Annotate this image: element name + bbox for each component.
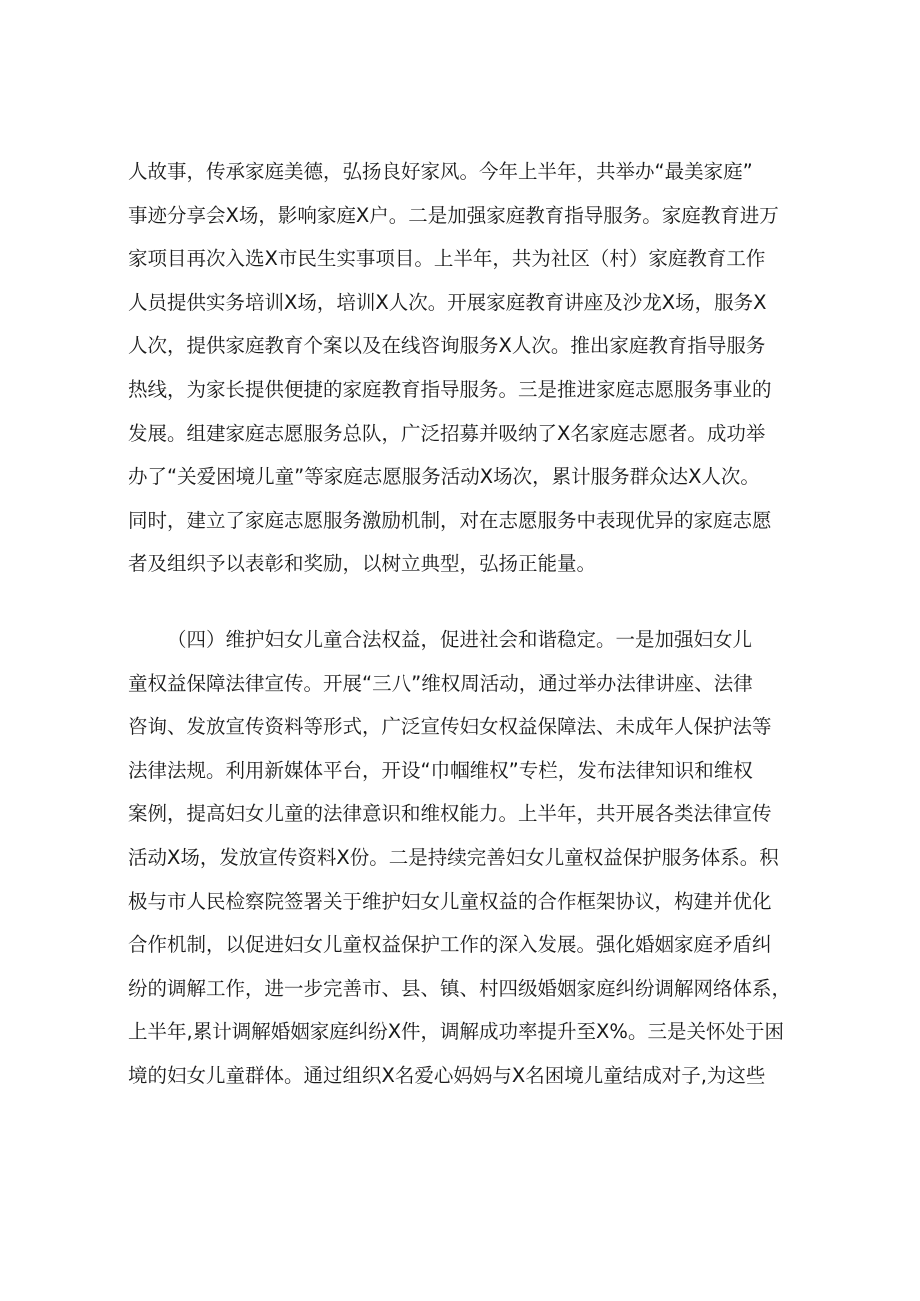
text-line: 上半年,累计调解婚姻家庭纠纷X件，调解成功率提升至X%。三是关怀处于困: [128, 1020, 784, 1044]
text-line: 人次，提供家庭教育个案以及在线咨询服务X人次。推出家庭教育指导服务: [128, 334, 766, 358]
text-line: 法律法规。利用新媒体平台，开设“巾帼维权”专栏，发布法律知识和维权: [128, 758, 753, 782]
text-line: 同时，建立了家庭志愿服务激励机制，对在志愿服务中表现优异的家庭志愿: [128, 508, 772, 532]
text-line: 童权益保障法律宣传。开展“三八”维权周活动，通过举办法律讲座、法律: [128, 671, 753, 695]
text-line: 境的妇女儿童群体。通过组织X名爱心妈妈与X名困境儿童结成对子,为这些: [128, 1063, 766, 1087]
text-line: 热线，为家长提供便捷的家庭教育指导服务。三是推进家庭志愿服务事业的: [128, 377, 772, 401]
text-line: 家项目再次入选X市民生实事项目。上半年，共为社区（村）家庭教育工作: [128, 247, 766, 271]
text-line: 人故事，传承家庭美德，弘扬良好家风。今年上半年，共举办“最美家庭”: [128, 160, 753, 183]
text-line: 事迹分享会X场，影响家庭X户。二是加强家庭教育指导服务。家庭教育进万: [128, 203, 779, 227]
text-line: 纷的调解工作，进一步完善市、县、镇、村四级婚姻家庭纠纷调解网络体系，: [128, 976, 792, 1000]
text-line: 咨询、发放宣传资料等形式，广泛宣传妇女权益保障法、未成年人保护法等: [128, 715, 772, 739]
text-line: 发展。组建家庭志愿服务总队，广泛招募并吸纳了X名家庭志愿者。成功举: [128, 421, 766, 445]
text-line: 办了“关爱困境儿童”等家庭志愿服务活动X场次，累计服务群众达X人次。: [128, 465, 760, 489]
text-line-section-heading: （四）维护妇女儿童合法权益，促进社会和谐稳定。一是加强妇女儿: [167, 628, 753, 651]
text-line: 合作机制，以促进妇女儿童权益保护工作的深入发展。强化婚姻家庭矛盾纠: [128, 933, 772, 957]
text-line: 人员提供实务培训X场，培训X人次。开展家庭教育讲座及沙龙X场，服务X: [128, 290, 767, 314]
text-line: 者及组织予以表彰和奖励，以树立典型，弘扬正能量。: [128, 552, 597, 576]
paragraph-family-services: [128, 150, 796, 586]
text-line: 活动X场，发放宣传资料X份。二是持续完善妇女儿童权益保护服务体系。积: [128, 845, 779, 869]
text-line: 极与市人民检察院签署关于维护妇女儿童权益的合作框架协议，构建并优化: [128, 889, 772, 913]
paragraph-women-children-rights: [128, 618, 796, 1098]
text-line: 案例，提高妇女儿童的法律意识和维权能力。上半年，共开展各类法律宣传: [128, 802, 772, 826]
